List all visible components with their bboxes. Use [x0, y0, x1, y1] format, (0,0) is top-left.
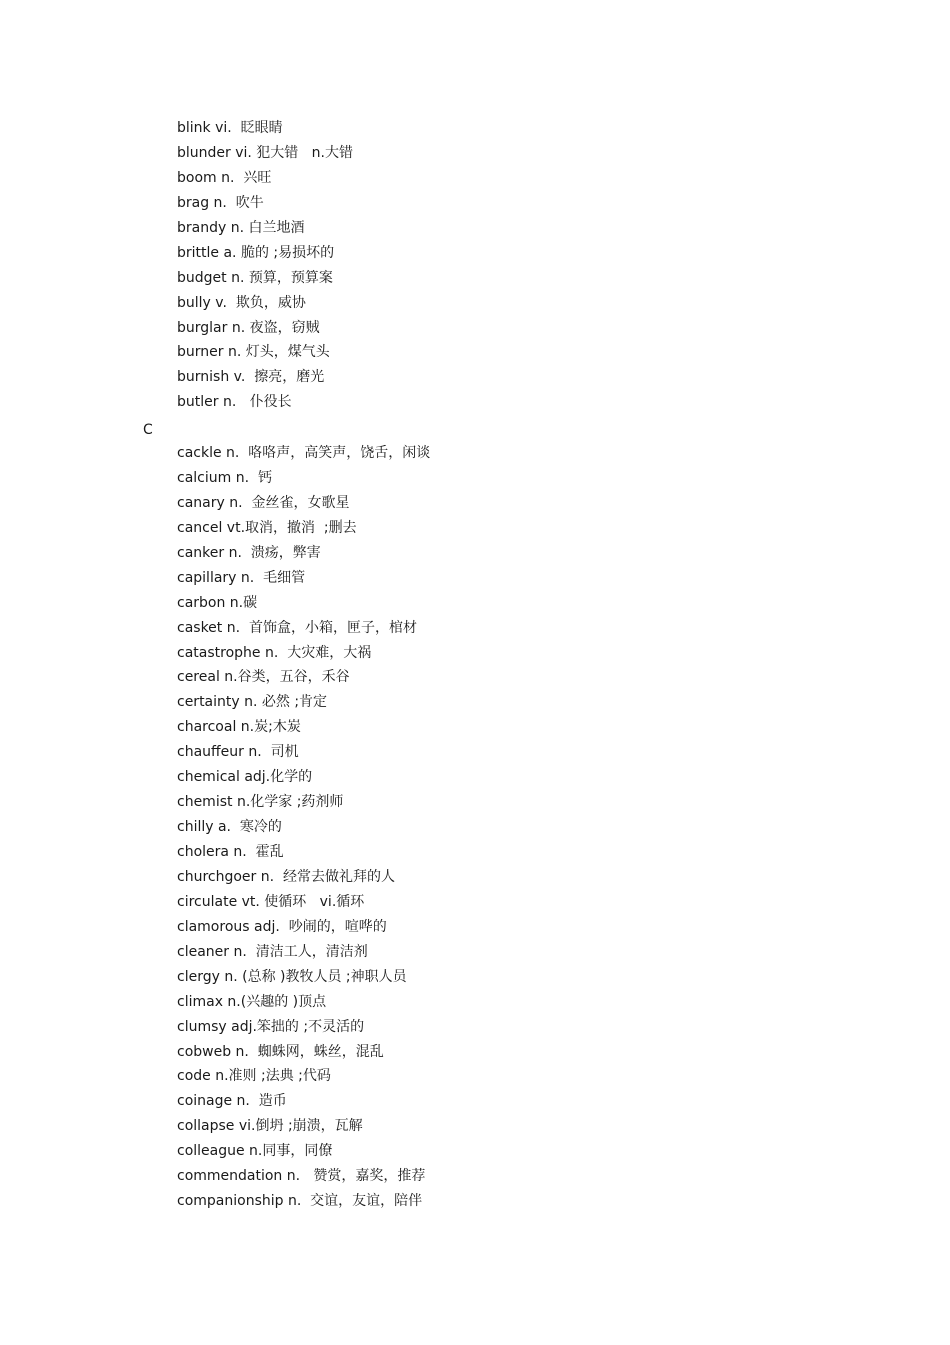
- vocab-entry: cancel vt.取消，撤消 ;删去: [177, 519, 357, 536]
- vocab-entry: burnish v. 擦亮，磨光: [177, 369, 325, 386]
- vocab-entry: commendation n. 赞赏，嘉奖，推荐: [177, 1168, 426, 1185]
- vocab-entry: chemist n.化学家 ;药剂师: [177, 794, 344, 811]
- vocab-entry: cleaner n. 清洁工人，清洁剂: [177, 943, 368, 960]
- vocab-entry: butler n. 仆役长: [177, 394, 292, 411]
- vocab-entry: clumsy adj.笨拙的 ;不灵活的: [177, 1018, 365, 1035]
- vocab-entry: catastrophe n. 大灾难，大祸: [177, 644, 372, 661]
- vocab-entry: chilly a. 寒冷的: [177, 819, 282, 836]
- vocab-entry: casket n. 首饰盒，小箱，匣子，棺材: [177, 619, 417, 636]
- vocabulary-list-b: [177, 116, 353, 415]
- vocab-entry: companionship n. 交谊，友谊，陪伴: [177, 1193, 423, 1210]
- vocab-entry: coinage n. 造币: [177, 1093, 287, 1110]
- vocab-entry: climax n.(兴趣的 )顶点: [177, 993, 327, 1010]
- vocab-entry: churchgoer n. 经常去做礼拜的人: [177, 868, 395, 885]
- vocab-entry: cereal n.谷类，五谷，禾谷: [177, 669, 350, 686]
- vocab-entry: clergy n. (总称 )教牧人员 ;神职人员: [177, 968, 407, 985]
- vocab-entry: budget n. 预算，预算案: [177, 269, 333, 286]
- vocab-entry: clamorous adj. 吵闹的，喧哗的: [177, 918, 387, 935]
- vocab-entry: blink vi. 眨眼睛: [177, 120, 283, 136]
- vocabulary-list-c: [177, 441, 430, 1214]
- section-letter-heading: C: [143, 422, 153, 438]
- vocab-entry: canary n. 金丝雀，女歌星: [177, 494, 350, 511]
- vocab-entry: burglar n. 夜盗，窃贼: [177, 319, 320, 336]
- vocab-entry: cackle n. 咯咯声，高笑声，饶舌，闲谈: [177, 445, 431, 461]
- vocab-entry: certainty n. 必然 ;肯定: [177, 694, 328, 711]
- vocab-entry: code n.准则 ;法典 ;代码: [177, 1068, 331, 1085]
- vocab-entry: cobweb n. 蜘蛛网，蛛丝，混乱: [177, 1043, 384, 1060]
- vocab-entry: calcium n. 钙: [177, 469, 272, 486]
- vocab-entry: boom n. 兴旺: [177, 169, 272, 186]
- vocab-entry: brandy n. 白兰地酒: [177, 219, 305, 236]
- vocab-entry: capillary n. 毛细管: [177, 569, 306, 586]
- vocab-entry: charcoal n.炭;木炭: [177, 719, 301, 736]
- vocab-entry: chauffeur n. 司机: [177, 744, 299, 761]
- vocab-entry: circulate vt. 使循环 vi.循环: [177, 893, 365, 910]
- vocab-entry: bully v. 欺负，威协: [177, 294, 306, 311]
- vocab-entry: collapse vi.倒坍 ;崩溃，瓦解: [177, 1118, 363, 1135]
- vocab-entry: chemical adj.化学的: [177, 769, 313, 786]
- vocab-entry: carbon n.碳: [177, 594, 258, 611]
- vocab-entry: cholera n. 霍乱: [177, 844, 284, 860]
- vocab-entry: brag n. 吹牛: [177, 194, 264, 211]
- vocab-entry: canker n. 溃疡，弊害: [177, 544, 321, 561]
- vocab-entry: colleague n.同事，同僚: [177, 1143, 333, 1160]
- vocab-entry: burner n. 灯头，煤气头: [177, 344, 330, 361]
- vocab-entry: blunder vi. 犯大错 n.大错: [177, 144, 353, 161]
- vocab-entry: brittle a. 脆的 ;易损坏的: [177, 244, 335, 261]
